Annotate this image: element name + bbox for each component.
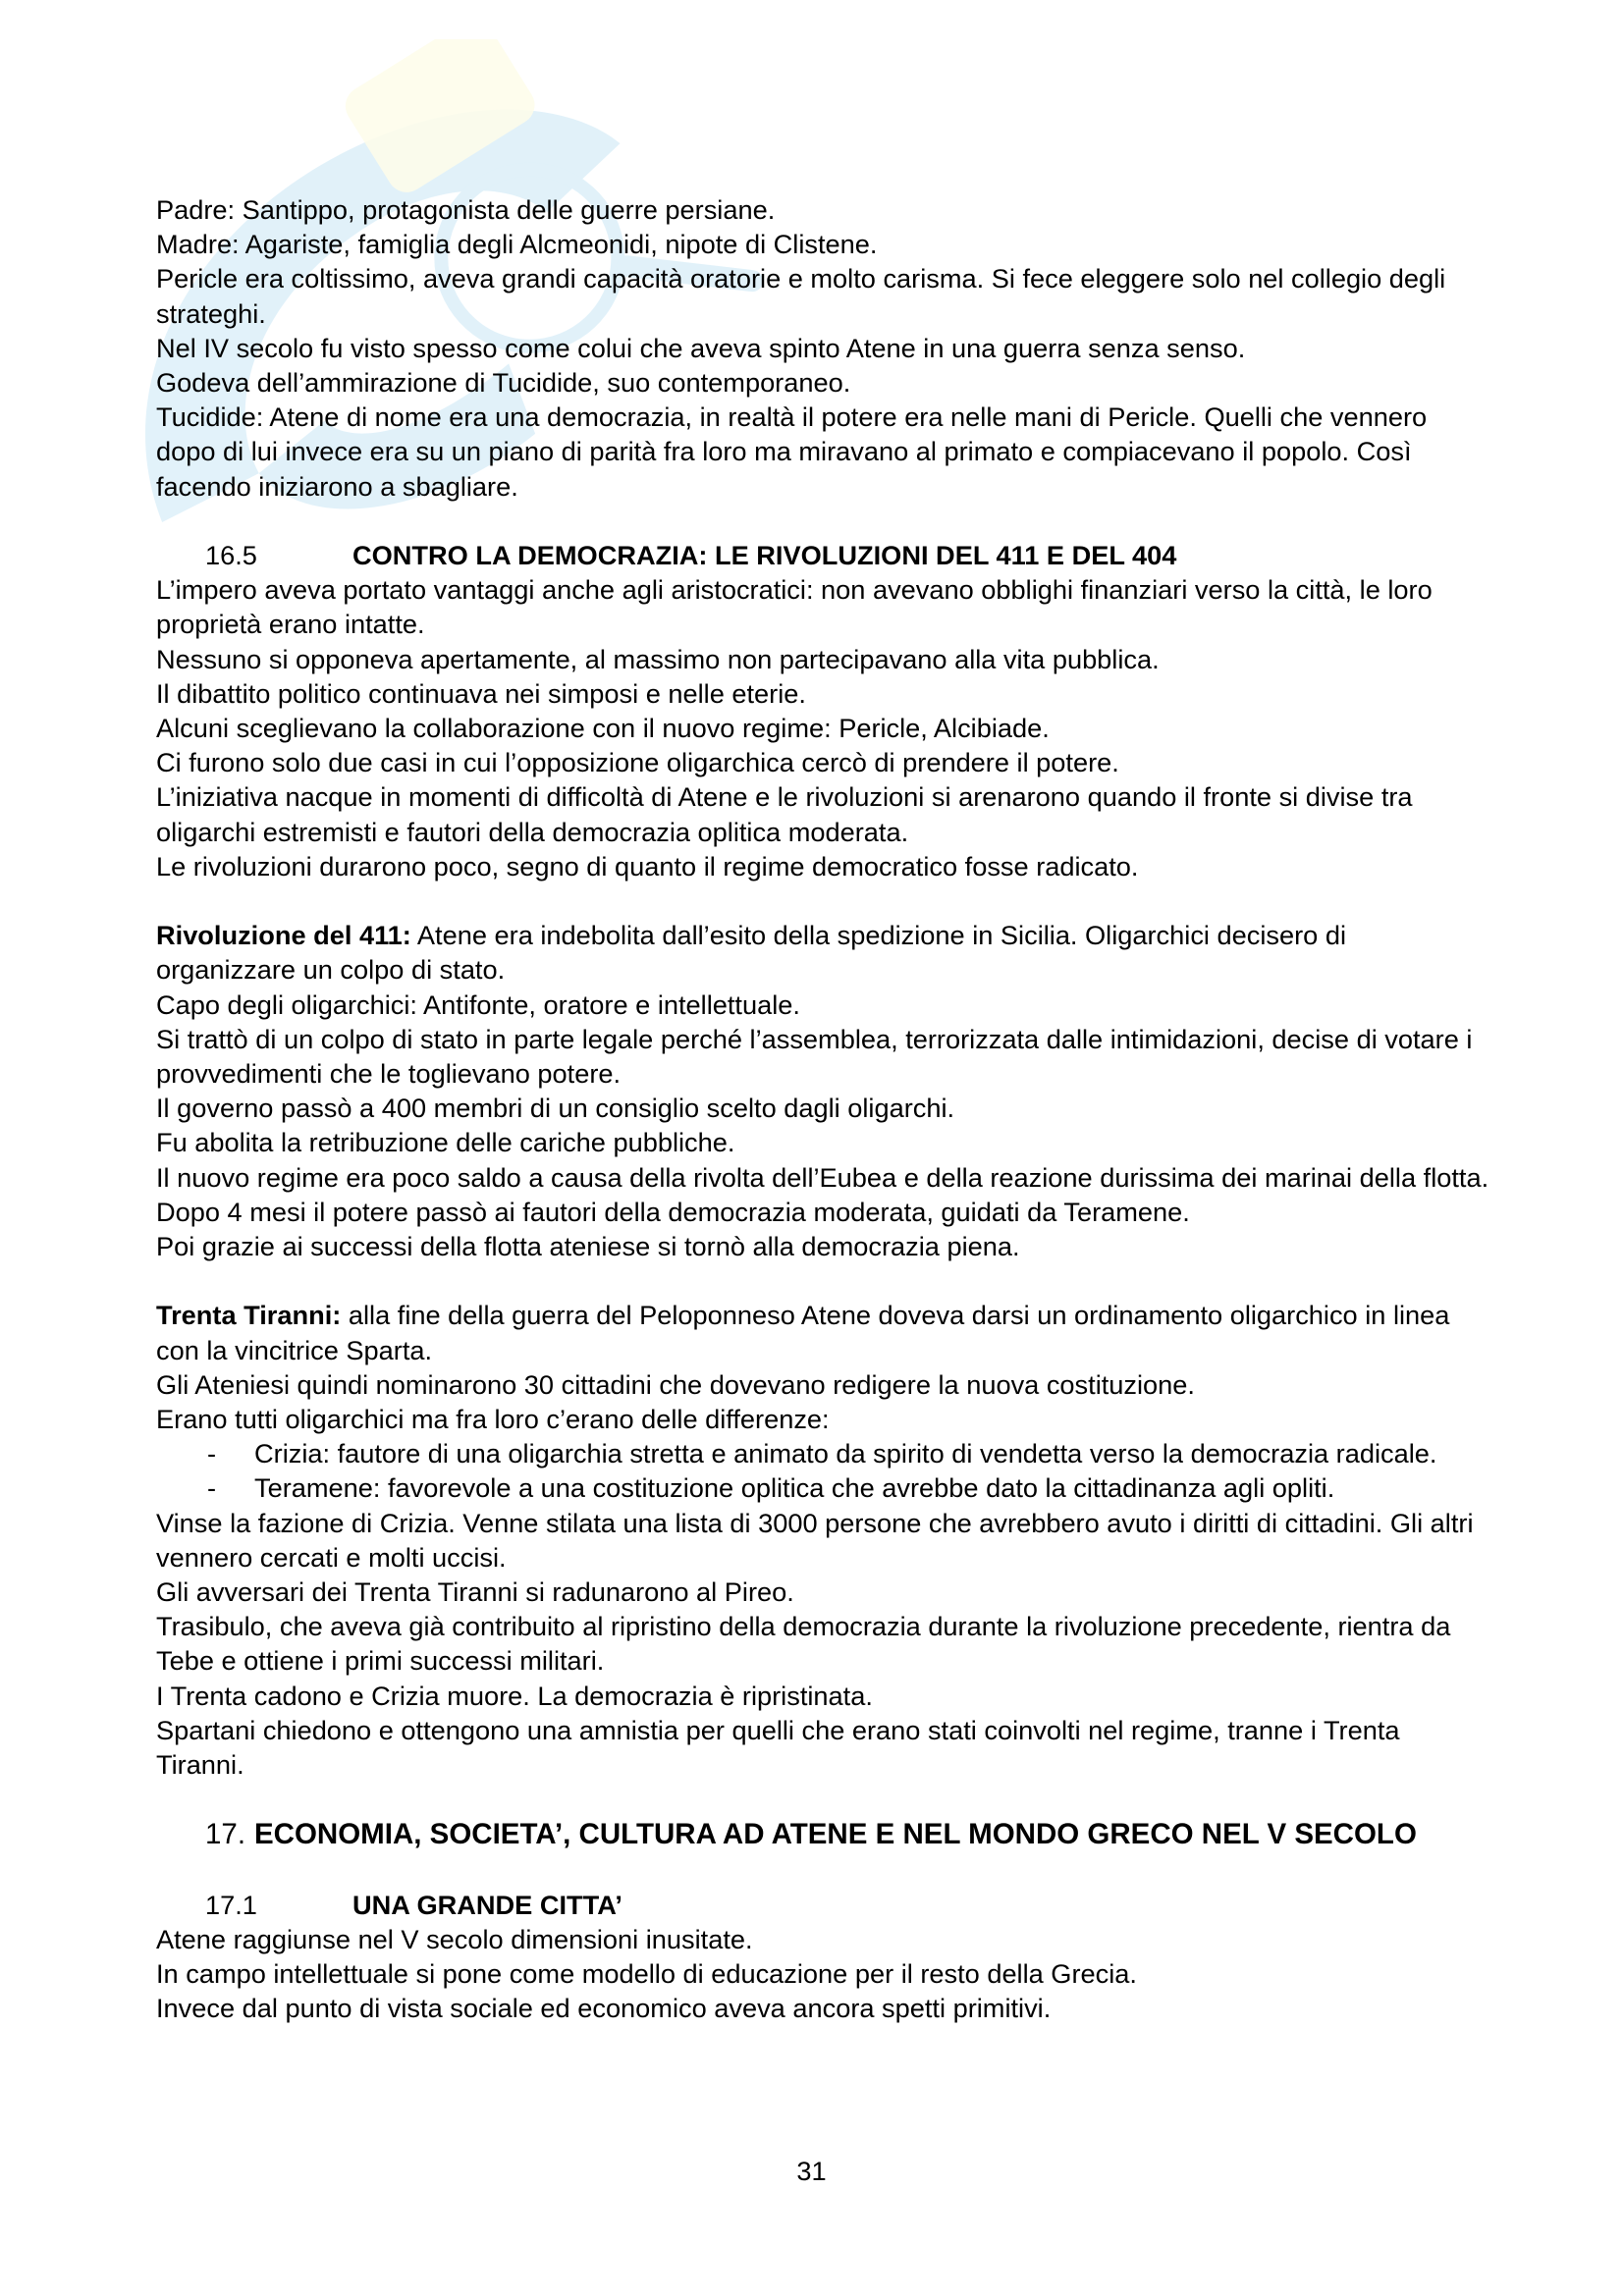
paragraph: Il governo passò a 400 membri di un consiglio scelto dagli oligarchi. [156, 1093, 955, 1124]
section-heading [156, 538, 1491, 572]
section-number: 16.5 [205, 540, 257, 571]
spacer [156, 1782, 1491, 1816]
document-page [156, 192, 1491, 2025]
spacer [156, 1852, 1491, 1887]
paragraph: Spartani chiedono e ottengono una amnistia per quelli che erano stati coinvolti nel regime, tranne i Trenta Tiranni. [156, 1714, 1400, 1781]
lead-text: alla fine della guerra del Peloponneso Atene doveva darsi un ordinamento oligarchico in linea con la vincitrice Sparta. [156, 1300, 1450, 1365]
dash-list [156, 1436, 1491, 1505]
paragraph: Pericle era coltissimo, aveva grandi capacità oratorie e molto carisma. Si fece eleggere solo nel collegio degli strateghi. [156, 263, 1446, 329]
paragraph: L’iniziativa nacque in momenti di difficoltà di Atene e le rivoluzioni si arenarono quando il fronte si divise tra oligarchi estremisti e fautori della democrazia oplitica moderata. [156, 781, 1413, 847]
section-body [156, 572, 1491, 883]
paragraph: Invece dal punto di vista sociale ed economico aveva ancora spetti primitivi. [156, 1993, 1052, 2024]
paragraph: Il nuovo regime era poco saldo a causa della rivolta dell’Eubea e della reazione durissima dei marinai della flotta. [156, 1161, 1489, 1193]
list-marker: - [207, 1472, 217, 1504]
bold-label: Trenta Tiranni: [156, 1300, 342, 1331]
page-number: 31 [796, 2156, 827, 2186]
paragraph: Padre: Santippo, protagonista delle guerre persiane. [156, 194, 776, 225]
spacer [156, 883, 1491, 918]
paragraph: Gli Ateniesi quindi nominarono 30 cittadini che dovevano redigere la nuova costituzione. [156, 1368, 1195, 1400]
section-heading [156, 1888, 1491, 1922]
section-title: UNA GRANDE CITTA’ [352, 1889, 622, 1920]
trenta-tiranni-block [156, 1298, 1491, 1782]
paragraph: Godeva dell’ammirazione di Tucidide, suo contemporaneo. [156, 367, 851, 399]
paragraph: Capo degli oligarchici: Antifonte, oratore e intellettuale. [156, 988, 800, 1020]
paragraph: Tucidide: Atene di nome era una democrazia, in realtà il potere era nelle mani di Pericle. Quelli che vennero dopo di lui invece era su un piano di parità fra loro ma miravano al primato e compiacevano il popolo. Così facendo iniziarono a sbagliare. [156, 401, 1428, 502]
list-item [156, 1436, 1491, 1470]
paragraph: Si trattò di un colpo di stato in parte legale perché l’assemblea, terrorizzata dalle intimidazioni, decise di votare i provvedimenti che le toglievano potere. [156, 1023, 1473, 1090]
paragraph [156, 1298, 1491, 1366]
paragraph: Poi grazie ai successi della flotta ateniese si tornò alla democrazia piena. [156, 1231, 1020, 1262]
section-title: CONTRO LA DEMOCRAZIA: LE RIVOLUZIONI DEL 411 E DEL 404 [352, 540, 1177, 571]
paragraph: Vinse la fazione di Crizia. Venne stilata una lista di 3000 persone che avrebbero avuto i diritti di cittadini. Gli altri vennero cercati e molti uccisi. [156, 1507, 1474, 1573]
spacer [156, 504, 1491, 538]
paragraph: L’impero aveva portato vantaggi anche agli aristocratici: non avevano obblighi finanziari verso la città, le loro proprietà erano intatte. [156, 574, 1433, 640]
spacer [156, 1263, 1491, 1298]
paragraph: Le rivoluzioni durarono poco, segno di quanto il regime democratico fosse radicato. [156, 850, 1139, 881]
paragraph: Dopo 4 mesi il potere passò ai fautori della democrazia moderata, guidati da Teramene. [156, 1196, 1190, 1227]
chapter-number: 17. [205, 1818, 246, 1851]
list-item [156, 1470, 1491, 1505]
paragraph [156, 918, 1491, 987]
list-item-text: Teramene: favorevole a una costituzione oplitica che avrebbe dato la cittadinanza agli opliti. [254, 1472, 1335, 1504]
bold-label: Rivoluzione del 411: [156, 920, 411, 951]
list-item-text: Crizia: fautore di una oligarchia stretta e animato da spirito di vendetta verso la democrazia radicale. [254, 1438, 1437, 1469]
paragraph: Erano tutti oligarchici ma fra loro c’erano delle differenze: [156, 1404, 830, 1435]
intro-block [156, 192, 1491, 504]
chapter-heading [156, 1816, 1491, 1852]
paragraph: In campo intellettuale si pone come modello di educazione per il resto della Grecia. [156, 1958, 1137, 1990]
paragraph: Trasibulo, che aveva già contribuito al ripristino della democrazia durante la rivoluzione precedente, rientra da Tebe e ottiene i primi successi militari. [156, 1611, 1451, 1677]
list-marker: - [207, 1438, 217, 1469]
paragraph: Alcuni sceglievano la collaborazione con il nuovo regime: Pericle, Alcibiade. [156, 713, 1050, 744]
paragraph: Nessuno si opponeva apertamente, al massimo non partecipavano alla vita pubblica. [156, 643, 1160, 674]
paragraph: Atene raggiunse nel V secolo dimensioni inusitate. [156, 1923, 753, 1954]
paragraph: Nel IV secolo fu visto spesso come colui che aveva spinto Atene in una guerra senza senso. [156, 332, 1246, 363]
paragraph: Ci furono solo due casi in cui l’opposizione oligarchica cercò di prendere il potere. [156, 747, 1119, 778]
paragraph: I Trenta cadono e Crizia muore. La democrazia è ripristinata. [156, 1680, 873, 1711]
section-body [156, 1922, 1491, 2026]
paragraph: Gli avversari dei Trenta Tiranni si radunarono al Pireo. [156, 1576, 794, 1608]
rivoluzione-411-block [156, 918, 1491, 1263]
lead-text: Atene era indebolita dall’esito della spedizione in Sicilia. Oligarchici decisero di organizzare un colpo di stato. [156, 920, 1346, 986]
paragraph: Madre: Agariste, famiglia degli Alcmeonidi, nipote di Clistene. [156, 229, 878, 260]
section-number: 17.1 [205, 1889, 257, 1920]
chapter-title: ECONOMIA, SOCIETA’, CULTURA AD ATENE E NEL MONDO GRECO NEL V SECOLO [254, 1818, 1417, 1851]
paragraph: Il dibattito politico continuava nei simposi e nelle eterie. [156, 677, 806, 709]
paragraph: Fu abolita la retribuzione delle cariche pubbliche. [156, 1127, 735, 1158]
